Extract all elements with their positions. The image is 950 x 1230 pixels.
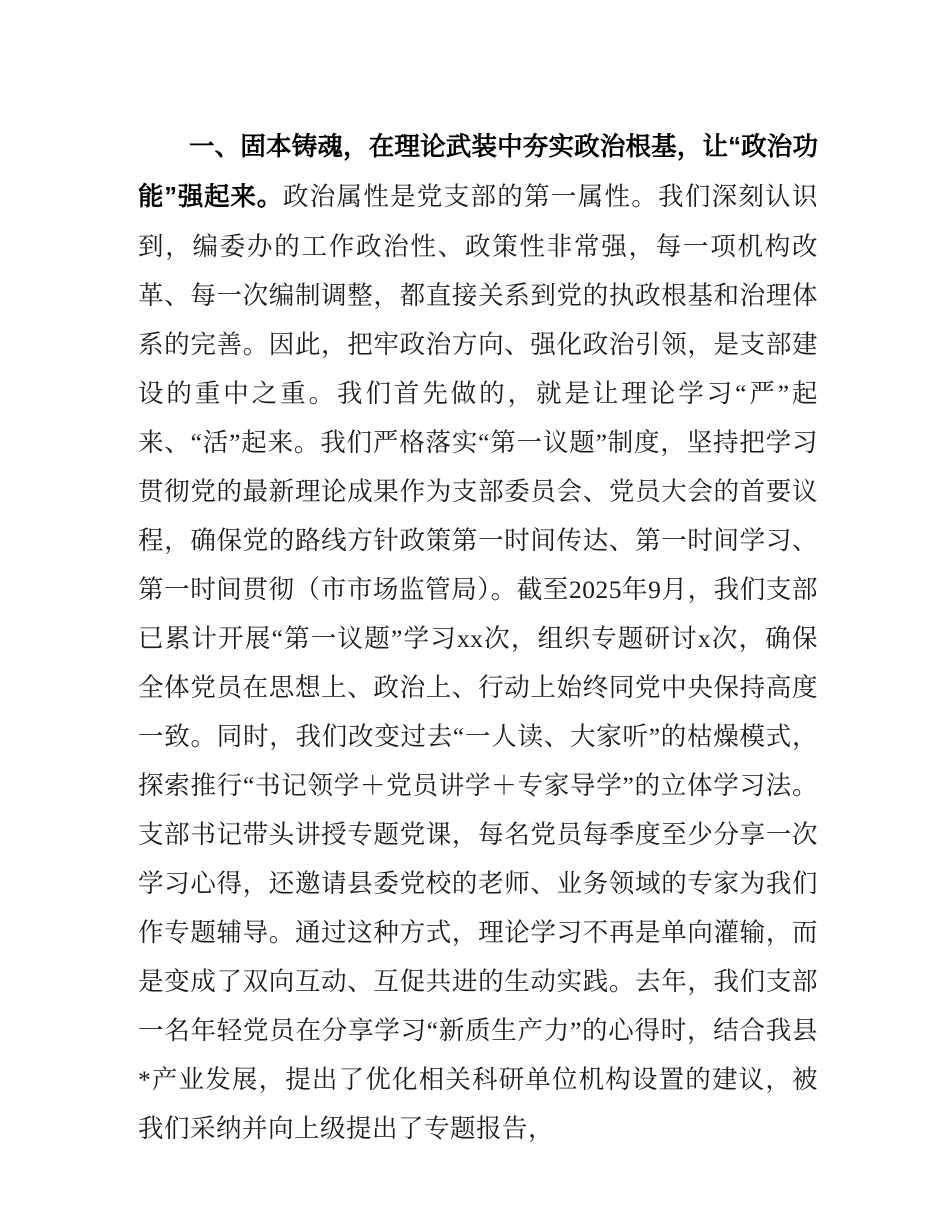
document-body [138,122,818,1153]
section-paragraph [138,122,818,1153]
section-body-run: 政治属性是党支部的第一属性。我们深刻认识到，编委办的工作政治性、政策性非常强，每一项机构改革、每一次编制调整，都直接关系到党的执政根基和治理体系的完善。因此，把牢政治方向、强化政治引领，是支部建设的重中之重。我们首先做的，就是让理论学习“严”起来、“活”起来。我们严格落实“第一议题”制度，坚持把学习贯彻党的最新理论成果作为支部委员会、党员大会的首要议程，确保党的路线方针政策第一时间传达、第一时间学习、第一时间贯彻（市市场监管局）。截至2025年9月，我们支部已累计开展“第一议题”学习xx次，组织专题研讨x次，确保全体党员在思想上、政治上、行动上始终同党中央保持高度一致。同时，我们改变过去“一人读、大家听”的枯燥模式，探索推行“书记领学＋党员讲学＋专家导学”的立体学习法。支部书记带头讲授专题党课，每名党员每季度至少分享一次学习心得，还邀请县委党校的老师、业务领域的专家为我们作专题辅导。通过这种方式，理论学习不再是单向灌输，而是变成了双向互动、互促共进的生动实践。去年，我们支部一名年轻党员在分享学习“新质生产力”的心得时，结合我县*产业发展，提出了优化相关科研单位机构设置的建议，被我们采纳并向上级提出了专题报告， [138,182,818,1143]
section-heading-run: 一、固本铸魂，在理论武装中夯实政治根基，让“政治功能”强起来。 [138,133,818,211]
